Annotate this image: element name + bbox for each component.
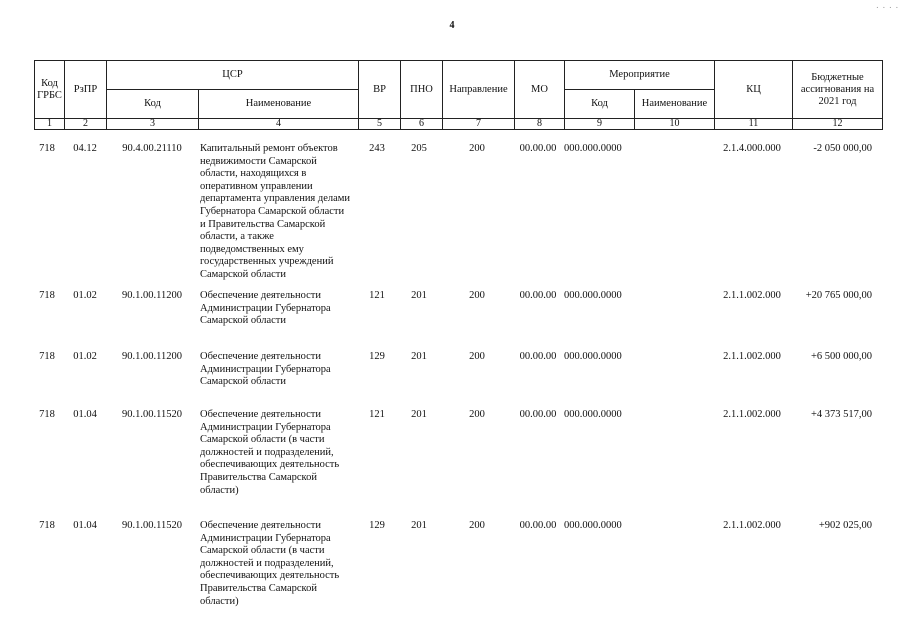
row-event-code: 000.000.0000 [564, 290, 622, 301]
header-event-code: Код [565, 90, 635, 119]
row-kc: 2.1.1.002.000 [723, 409, 781, 420]
scan-corner-mark: . . . . [876, 0, 899, 10]
row-pno: 201 [411, 290, 427, 301]
row-rzpr: 01.02 [73, 290, 97, 301]
row-name: Капитальный ремонт объектов недвижимости Самарской области, находящихся в оперативном управлении департамента управления делами Губернатора Самарской области и Правительства Самарской области, а также подведомственных ему государственных учреждений Самарской области [200, 143, 351, 280]
header-vr: ВР [359, 61, 401, 119]
col-number-2: 2 [65, 119, 107, 130]
row-pno: 205 [411, 143, 427, 154]
row-vr: 243 [369, 143, 385, 154]
row-pno: 201 [411, 520, 427, 531]
row-rzpr: 01.04 [73, 409, 97, 420]
row-rzpr: 01.02 [73, 351, 97, 362]
row-vr: 129 [369, 520, 385, 531]
row-kc: 2.1.1.002.000 [723, 520, 781, 531]
row-name: Обеспечение деятельности Администрации Губернатора Самарской области [200, 351, 331, 388]
header-csr-code: Код [107, 90, 199, 119]
row-csr-code: 90.4.00.21110 [122, 143, 182, 154]
row-grbs: 718 [39, 409, 55, 420]
row-direction: 200 [469, 351, 485, 362]
row-amount: +4 373 517,00 [810, 409, 872, 420]
row-event-code: 000.000.0000 [564, 520, 622, 531]
row-mo: 00.00.00 [519, 351, 557, 362]
row-vr: 121 [369, 409, 385, 420]
col-number-8: 8 [515, 119, 565, 130]
row-grbs: 718 [39, 520, 55, 531]
row-grbs: 718 [39, 351, 55, 362]
header-direction: Направление [443, 61, 515, 119]
row-kc: 2.1.4.000.000 [723, 143, 781, 154]
row-amount: +20 765 000,00 [805, 290, 872, 301]
row-vr: 121 [369, 290, 385, 301]
row-mo: 00.00.00 [519, 143, 557, 154]
row-mo: 00.00.00 [519, 409, 557, 420]
header-pno: ПНО [401, 61, 443, 119]
row-vr: 129 [369, 351, 385, 362]
col-number-10: 10 [635, 119, 715, 130]
row-amount: +6 500 000,00 [810, 351, 872, 362]
col-number-9: 9 [565, 119, 635, 130]
row-mo: 00.00.00 [519, 520, 557, 531]
col-number-7: 7 [443, 119, 515, 130]
row-amount: +902 025,00 [818, 520, 872, 531]
col-number-1: 1 [35, 119, 65, 130]
header-csr: ЦСР [107, 61, 359, 90]
header-event-name: Наименование [635, 90, 715, 119]
page-number: 4 [449, 20, 455, 31]
row-pno: 201 [411, 409, 427, 420]
row-rzpr: 04.12 [73, 143, 97, 154]
row-csr-code: 90.1.00.11520 [122, 520, 182, 531]
table-header [34, 60, 883, 130]
row-csr-code: 90.1.00.11200 [122, 290, 182, 301]
row-rzpr: 01.04 [73, 520, 97, 531]
col-number-6: 6 [401, 119, 443, 130]
row-name: Обеспечение деятельности Администрации Губернатора Самарской области [200, 290, 331, 327]
col-number-4: 4 [199, 119, 359, 130]
row-mo: 00.00.00 [519, 290, 557, 301]
row-direction: 200 [469, 290, 485, 301]
row-grbs: 718 [39, 143, 55, 154]
col-number-3: 3 [107, 119, 199, 130]
header-grbs: Код ГРБС [35, 61, 65, 119]
col-number-11: 11 [715, 119, 793, 130]
header-kc: КЦ [715, 61, 793, 119]
row-kc: 2.1.1.002.000 [723, 351, 781, 362]
header-rzpr: РзПР [65, 61, 107, 119]
row-event-code: 000.000.0000 [564, 351, 622, 362]
row-grbs: 718 [39, 290, 55, 301]
row-csr-code: 90.1.00.11520 [122, 409, 182, 420]
row-pno: 201 [411, 351, 427, 362]
row-kc: 2.1.1.002.000 [723, 290, 781, 301]
row-direction: 200 [469, 409, 485, 420]
row-amount: -2 050 000,00 [813, 143, 872, 154]
header-csr-name: Наименование [199, 90, 359, 119]
row-event-code: 000.000.0000 [564, 409, 622, 420]
header-budget: Бюджетные ассигнования на 2021 год [793, 61, 883, 119]
row-direction: 200 [469, 143, 485, 154]
header-mo: МО [515, 61, 565, 119]
col-number-12: 12 [793, 119, 883, 130]
row-event-code: 000.000.0000 [564, 143, 622, 154]
col-number-5: 5 [359, 119, 401, 130]
row-direction: 200 [469, 520, 485, 531]
row-name: Обеспечение деятельности Администрации Губернатора Самарской области (в части должностей и подразделений, обеспечивающих деятельность Правительства Самарской области) [200, 409, 340, 496]
row-csr-code: 90.1.00.11200 [122, 351, 182, 362]
row-name: Обеспечение деятельности Администрации Губернатора Самарской области (в части должностей и подразделений, обеспечивающих деятельность Правительства Самарской области) [200, 520, 340, 607]
header-event: Мероприятие [565, 61, 715, 90]
